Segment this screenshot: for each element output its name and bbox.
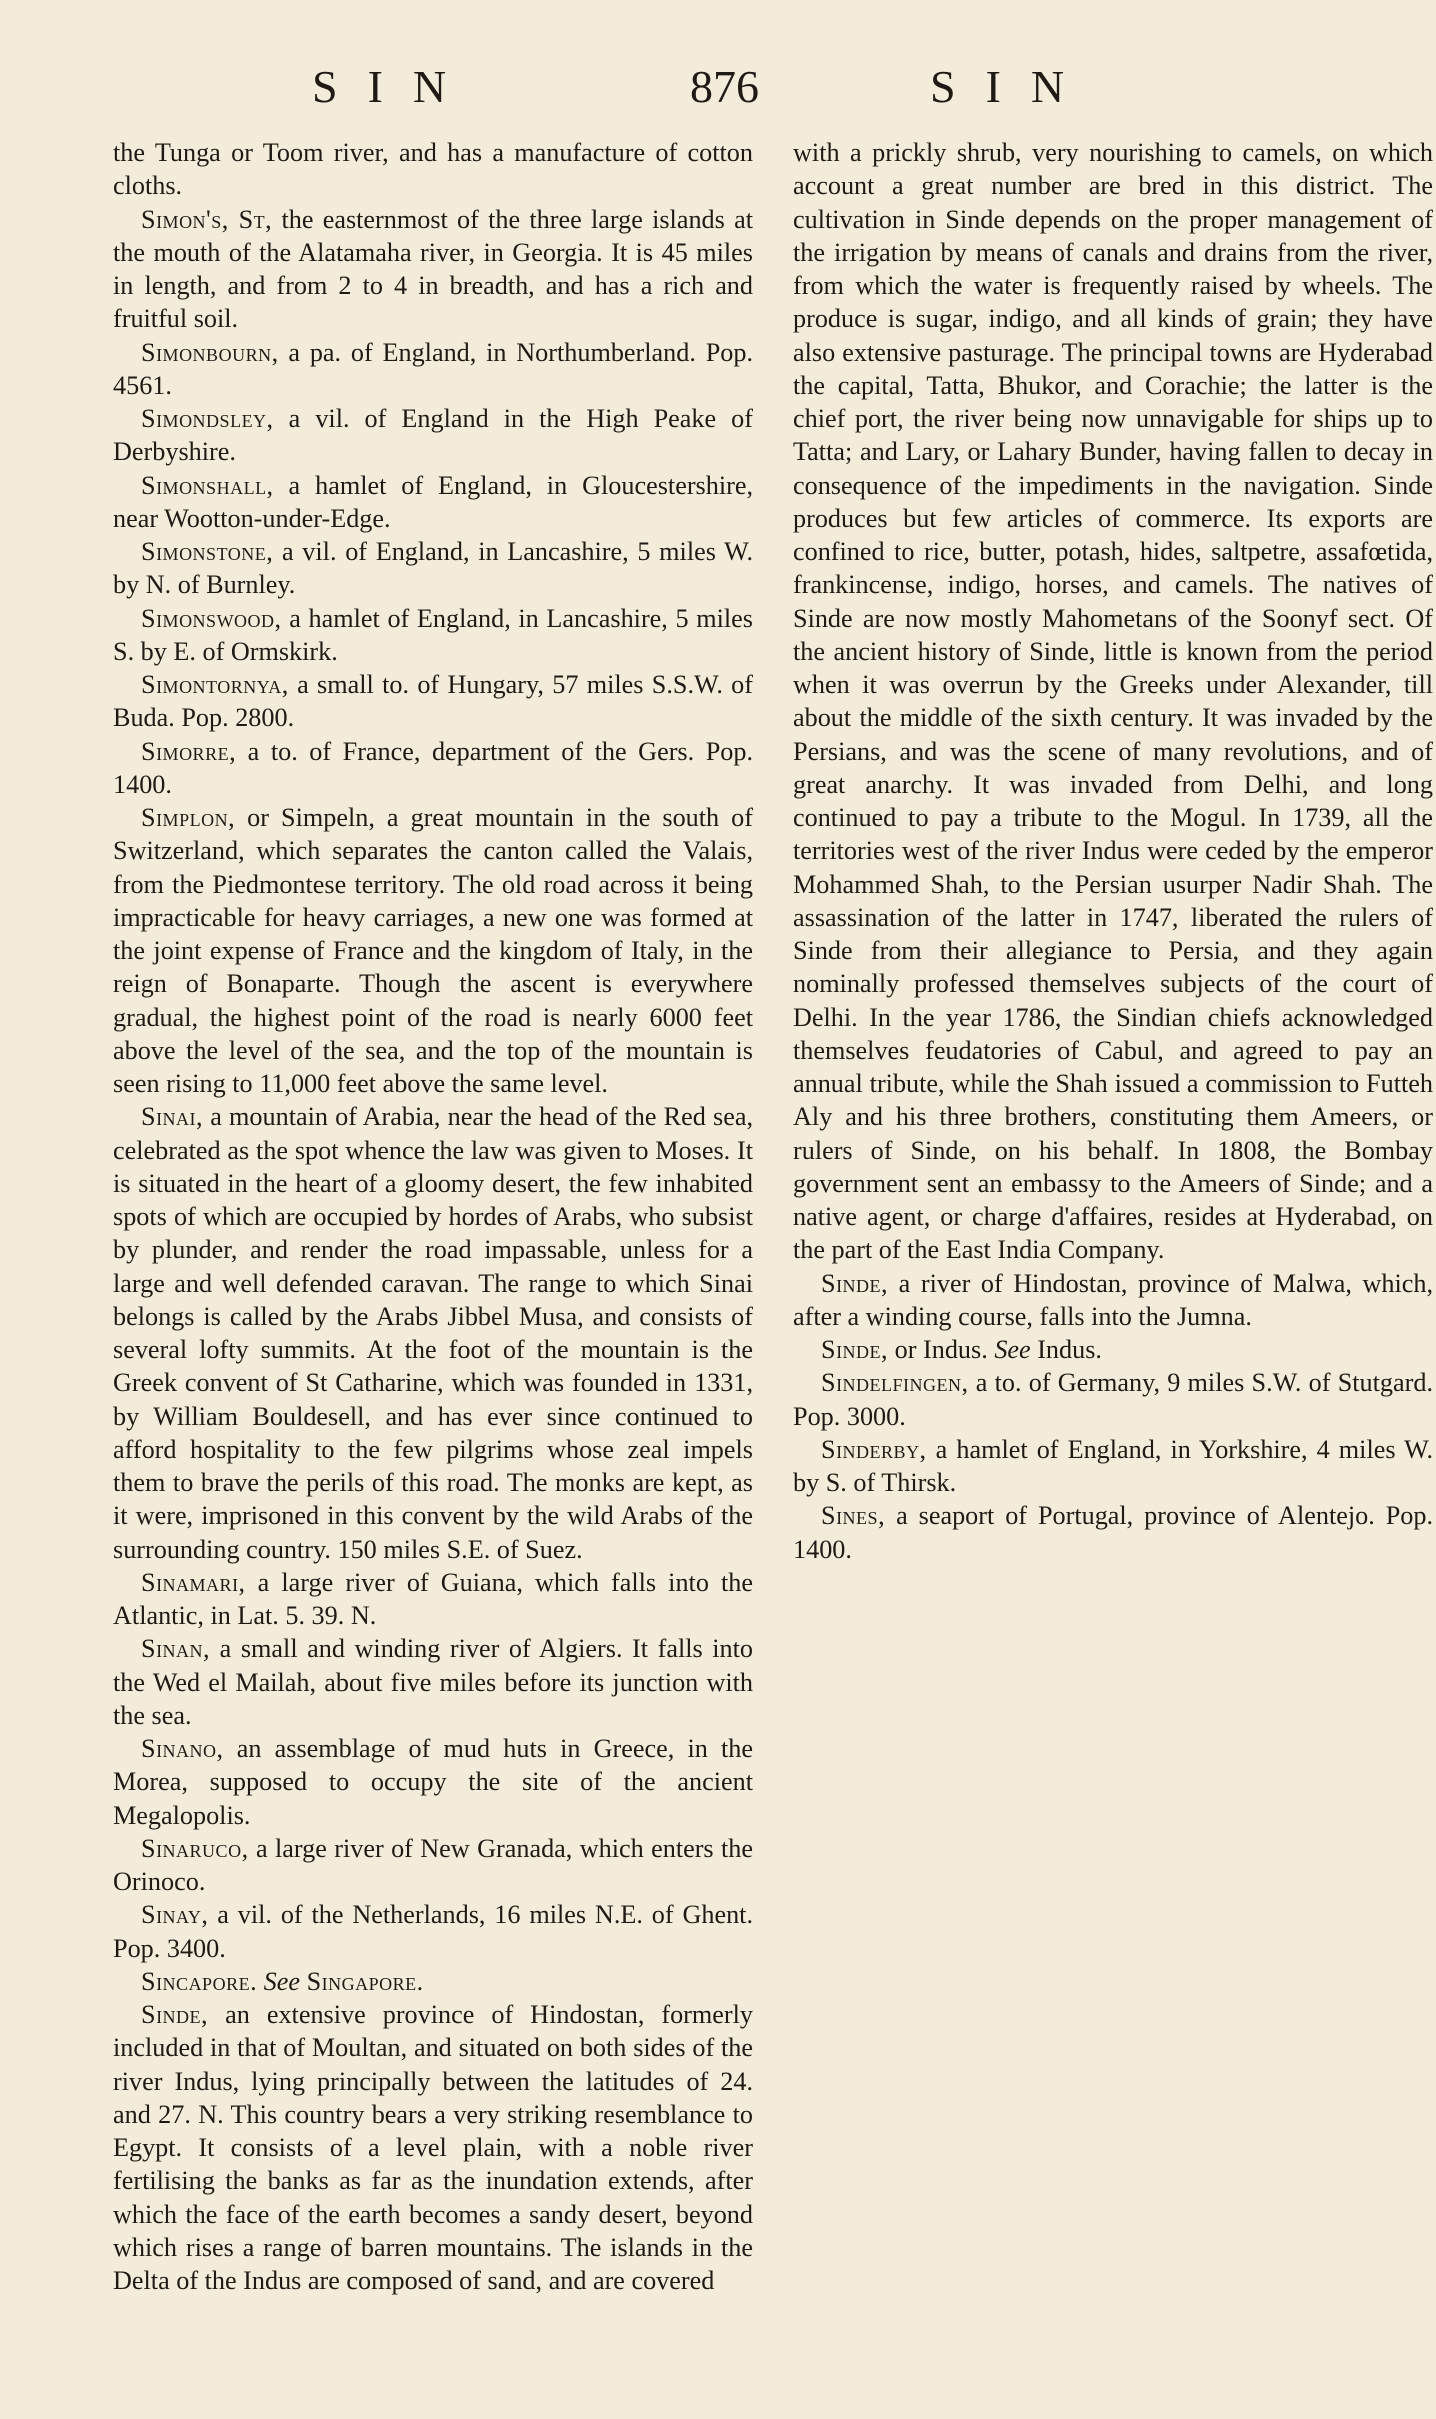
entry-text: a vil. of England in the High Peake of Derbyshire. — [113, 404, 753, 467]
gazetteer-entry — [793, 1433, 1433, 1500]
entry-headword: Simondsley, — [141, 404, 274, 433]
entry-headword: Sinde, — [821, 1268, 889, 1298]
entry-headword: Simplon, — [141, 803, 236, 832]
right-column — [793, 136, 1433, 1566]
entry-headword: Simonswood, — [141, 603, 282, 633]
entry-text: a to. of France, department of the Gers. Pop. 1400. — [113, 736, 753, 799]
gazetteer-entry — [113, 602, 753, 669]
entry-text: the easternmost of the three large islands at the mouth of the Alatamaha river, in Georgia. It is 45 miles in length, and from 2 to 4 in breadth, and has a rich and fruitful soil. — [113, 204, 753, 334]
cross-reference-target: Singapore. — [306, 1966, 424, 1996]
entry-text: a vil. of the Netherlands, 16 miles N.E. of Ghent. Pop. 3400. — [113, 1900, 753, 1963]
entry-headword: Sinderby, — [821, 1434, 927, 1464]
running-head-right: SIN — [930, 61, 1095, 112]
entry-headword: Sincapore. — [141, 1966, 258, 1996]
entry-text: a small and winding river of Algiers. It falls into the Wed el Mailah, about five miles before its junction with the sea. — [113, 1634, 753, 1730]
entry-text: the Tunga or Toom river, and has a manufacture of cotton cloths. — [113, 138, 753, 201]
gazetteer-entry-continued — [793, 136, 1433, 1267]
entry-text: an extensive province of Hindostan, formerly included in that of Moultan, and situated on both sides of the river Indus, lying principally between the latitudes of 24. and 27. N. This country bears a very striking resemblance to Egypt. It consists of a level plain, with a noble river fertilising the banks as far as the inundation extends, after which the face of the earth becomes a sandy desert, beyond which rises a range of barren mountains. The islands in the Delta of the Indus are composed of sand, and are covered — [113, 2000, 753, 2295]
entry-text: a mountain of Arabia, near the head of the Red sea, celebrated as the spot whence the law was given to Moses. It is situated in the heart of a gloomy desert, the few inhabited spots of which are occupied by hordes of Arabs, who subsist by plunder, and render the road impassable, unless for a large and well defended caravan. The range to which Sinai belongs is called by the Arabs Jibbel Musa, and consists of several lofty summits. At the foot of the mountain is the Greek convent of St Catharine, which was founded in 1331, by William Bouldesell, and has ever since continued to afford hospitality to the few pilgrims whose zeal impels them to brave the perils of this road. The monks are kept, as it were, imprisoned in this convent by the wild Arabs of the surrounding country. 150 miles S.E. of Suez. — [113, 1102, 753, 1564]
running-head-left: SIN — [312, 61, 477, 112]
gazetteer-entry — [793, 1267, 1433, 1334]
page-header — [0, 60, 1436, 130]
entry-headword: Sinan, — [141, 1634, 211, 1664]
gazetteer-entry — [113, 1898, 753, 1965]
page-number: 876 — [690, 61, 759, 112]
gazetteer-entry — [113, 203, 753, 336]
gazetteer-entry — [793, 1333, 1433, 1366]
entry-text: or Simpeln, a great mountain in the south of Switzerland, which separates the canton called the Valais, from the Piedmontese territory. The old road across it being impracticable for heavy carriages, a new one was formed at the joint expense of France and the kingdom of Italy, in the reign of Bonaparte. Though the ascent is everywhere gradual, the highest point of the road is nearly 6000 feet above the level of the sea, and the top of the mountain is seen rising to 11,000 feet above the same level. — [113, 803, 753, 1098]
entry-text: a hamlet of England, in Yorkshire, 4 miles W. by S. of Thirsk. — [793, 1434, 1433, 1497]
entry-text: a hamlet of England, in Lancashire, 5 miles S. by E. of Ormskirk. — [113, 603, 753, 666]
entry-headword: Sinano, — [141, 1734, 224, 1763]
gazetteer-entry — [793, 1499, 1433, 1566]
gazetteer-entry — [113, 668, 753, 735]
gazetteer-entry — [113, 801, 753, 1100]
entry-text: a large river of New Granada, which enters the Orinoco. — [113, 1833, 753, 1896]
entry-text: a pa. of England, in Northumberland. Pop. 4561. — [113, 337, 753, 400]
entry-headword: Simorre, — [141, 736, 237, 766]
see-reference: See — [987, 1335, 1038, 1364]
entry-text: a river of Hindostan, province of Malwa, which, after a winding course, falls into the Jumna. — [793, 1268, 1433, 1331]
gazetteer-entry — [113, 469, 753, 536]
entry-headword: Sinamari, — [141, 1567, 246, 1597]
entry-text: a large river of Guiana, which falls into the Atlantic, in Lat. 5. 39. N. — [113, 1567, 753, 1630]
cross-reference-target: Indus. — [1037, 1335, 1102, 1364]
gazetteer-entry — [113, 136, 753, 203]
entry-headword: Simontornya, — [141, 670, 289, 699]
gazetteer-entry — [113, 336, 753, 403]
entry-headword: Sinay, — [141, 1900, 209, 1930]
gazetteer-entry — [793, 1366, 1433, 1433]
entry-text: or Indus. — [888, 1335, 988, 1364]
entry-headword: Sinde, — [141, 2000, 209, 2029]
entry-text: a seaport of Portugal, province of Alentejo. Pop. 1400. — [793, 1501, 1433, 1564]
entry-headword: Sinde, — [821, 1335, 889, 1364]
entry-headword: Sindelfingen, — [821, 1368, 969, 1398]
entry-headword: Simonstone, — [141, 537, 274, 566]
entry-text: a to. of Germany, 9 miles S.W. of Stutgard. Pop. 3000. — [793, 1368, 1433, 1431]
gazetteer-entry — [113, 735, 753, 802]
gazetteer-entry — [113, 1965, 753, 1998]
entry-text: a small to. of Hungary, 57 miles S.S.W. of Buda. Pop. 2800. — [113, 670, 753, 733]
entry-text-continued: with a prickly shrub, very nourishing to camels, on which account a great number are bred in this district. The cultivation in Sinde depends on the proper management of the irrigation by means of canals and drains from the river, from which the water is frequently raised by wheels. The produce is sugar, indigo, and all kinds of grain; they have also extensive pasturage. The principal towns are Hyderabad the capital, Tatta, Bhukor, and Corachie; the latter is the chief port, the river being now unnavigable for ships up to Tatta; and Lary, or Lahary Bunder, having fallen to decay in consequence of the impediments in the navigation. Sinde produces but few articles of commerce. Its exports are confined to rice, butter, potash, hides, saltpetre, assafœtida, frankincense, indigo, horses, and camels. The natives of Sinde are now mostly Mahometans of the Soonyf sect. Of the ancient history of Sinde, little is known from the period when it was overrun by the Greeks under Alexander, till about the middle of the sixth century. It was invaded by the Persians, and was the scene of many revolutions, and of great anarchy. It was invaded from Delhi, and long continued to pay a tribute to the Mogul. In 1739, all the territories west of the river Indus were ceded by the emperor Mohammed Shah, to the Persian usurper Nadir Shah. The assassination of the latter in 1747, liberated the rulers of Sinde from their allegiance to Persia, and they again nominally professed themselves subjects of the court of Delhi. In the year 1786, the Sindian chiefs acknowledged themselves feudatories of Cabul, and agreed to pay an annual tribute, while the Shah issued a commission to Futteh Aly and his three brothers, constituting them Ameers, or rulers of Sinde, on his behalf. In 1808, the Bombay government sent an embassy to the Ameers of Sinde; and a native agent, or charge d'affaires, resides at Hyderabad, on the part of the East India Company. — [793, 138, 1433, 1265]
entry-headword: Sinaruco, — [141, 1833, 249, 1863]
left-column — [113, 136, 753, 2297]
gazetteer-entry — [113, 1566, 753, 1633]
entry-text: a vil. of England, in Lancashire, 5 miles W. by N. of Burnley. — [113, 537, 753, 600]
gazetteer-entry — [113, 1732, 753, 1832]
entry-headword: Simonbourn, — [141, 337, 279, 367]
entry-headword: Simon's, St, — [141, 204, 273, 234]
entry-headword: Simonshall, — [141, 470, 274, 500]
gazetteer-entry — [113, 1632, 753, 1732]
entry-text: an assemblage of mud huts in Greece, in the Morea, supposed to occupy the site of the ancient Megalopolis. — [113, 1734, 753, 1830]
entry-headword: Sines, — [821, 1501, 886, 1531]
gazetteer-entry — [113, 1100, 753, 1566]
see-reference: See — [257, 1966, 307, 1996]
gazetteer-entry — [113, 535, 753, 602]
gazetteer-entry — [113, 402, 753, 469]
gazetteer-entry — [113, 1998, 753, 2297]
entry-headword: Sinai, — [141, 1102, 204, 1132]
entry-text: a hamlet of England, in Gloucestershire, near Wootton-under-Edge. — [113, 470, 753, 533]
gazetteer-entry — [113, 1832, 753, 1899]
